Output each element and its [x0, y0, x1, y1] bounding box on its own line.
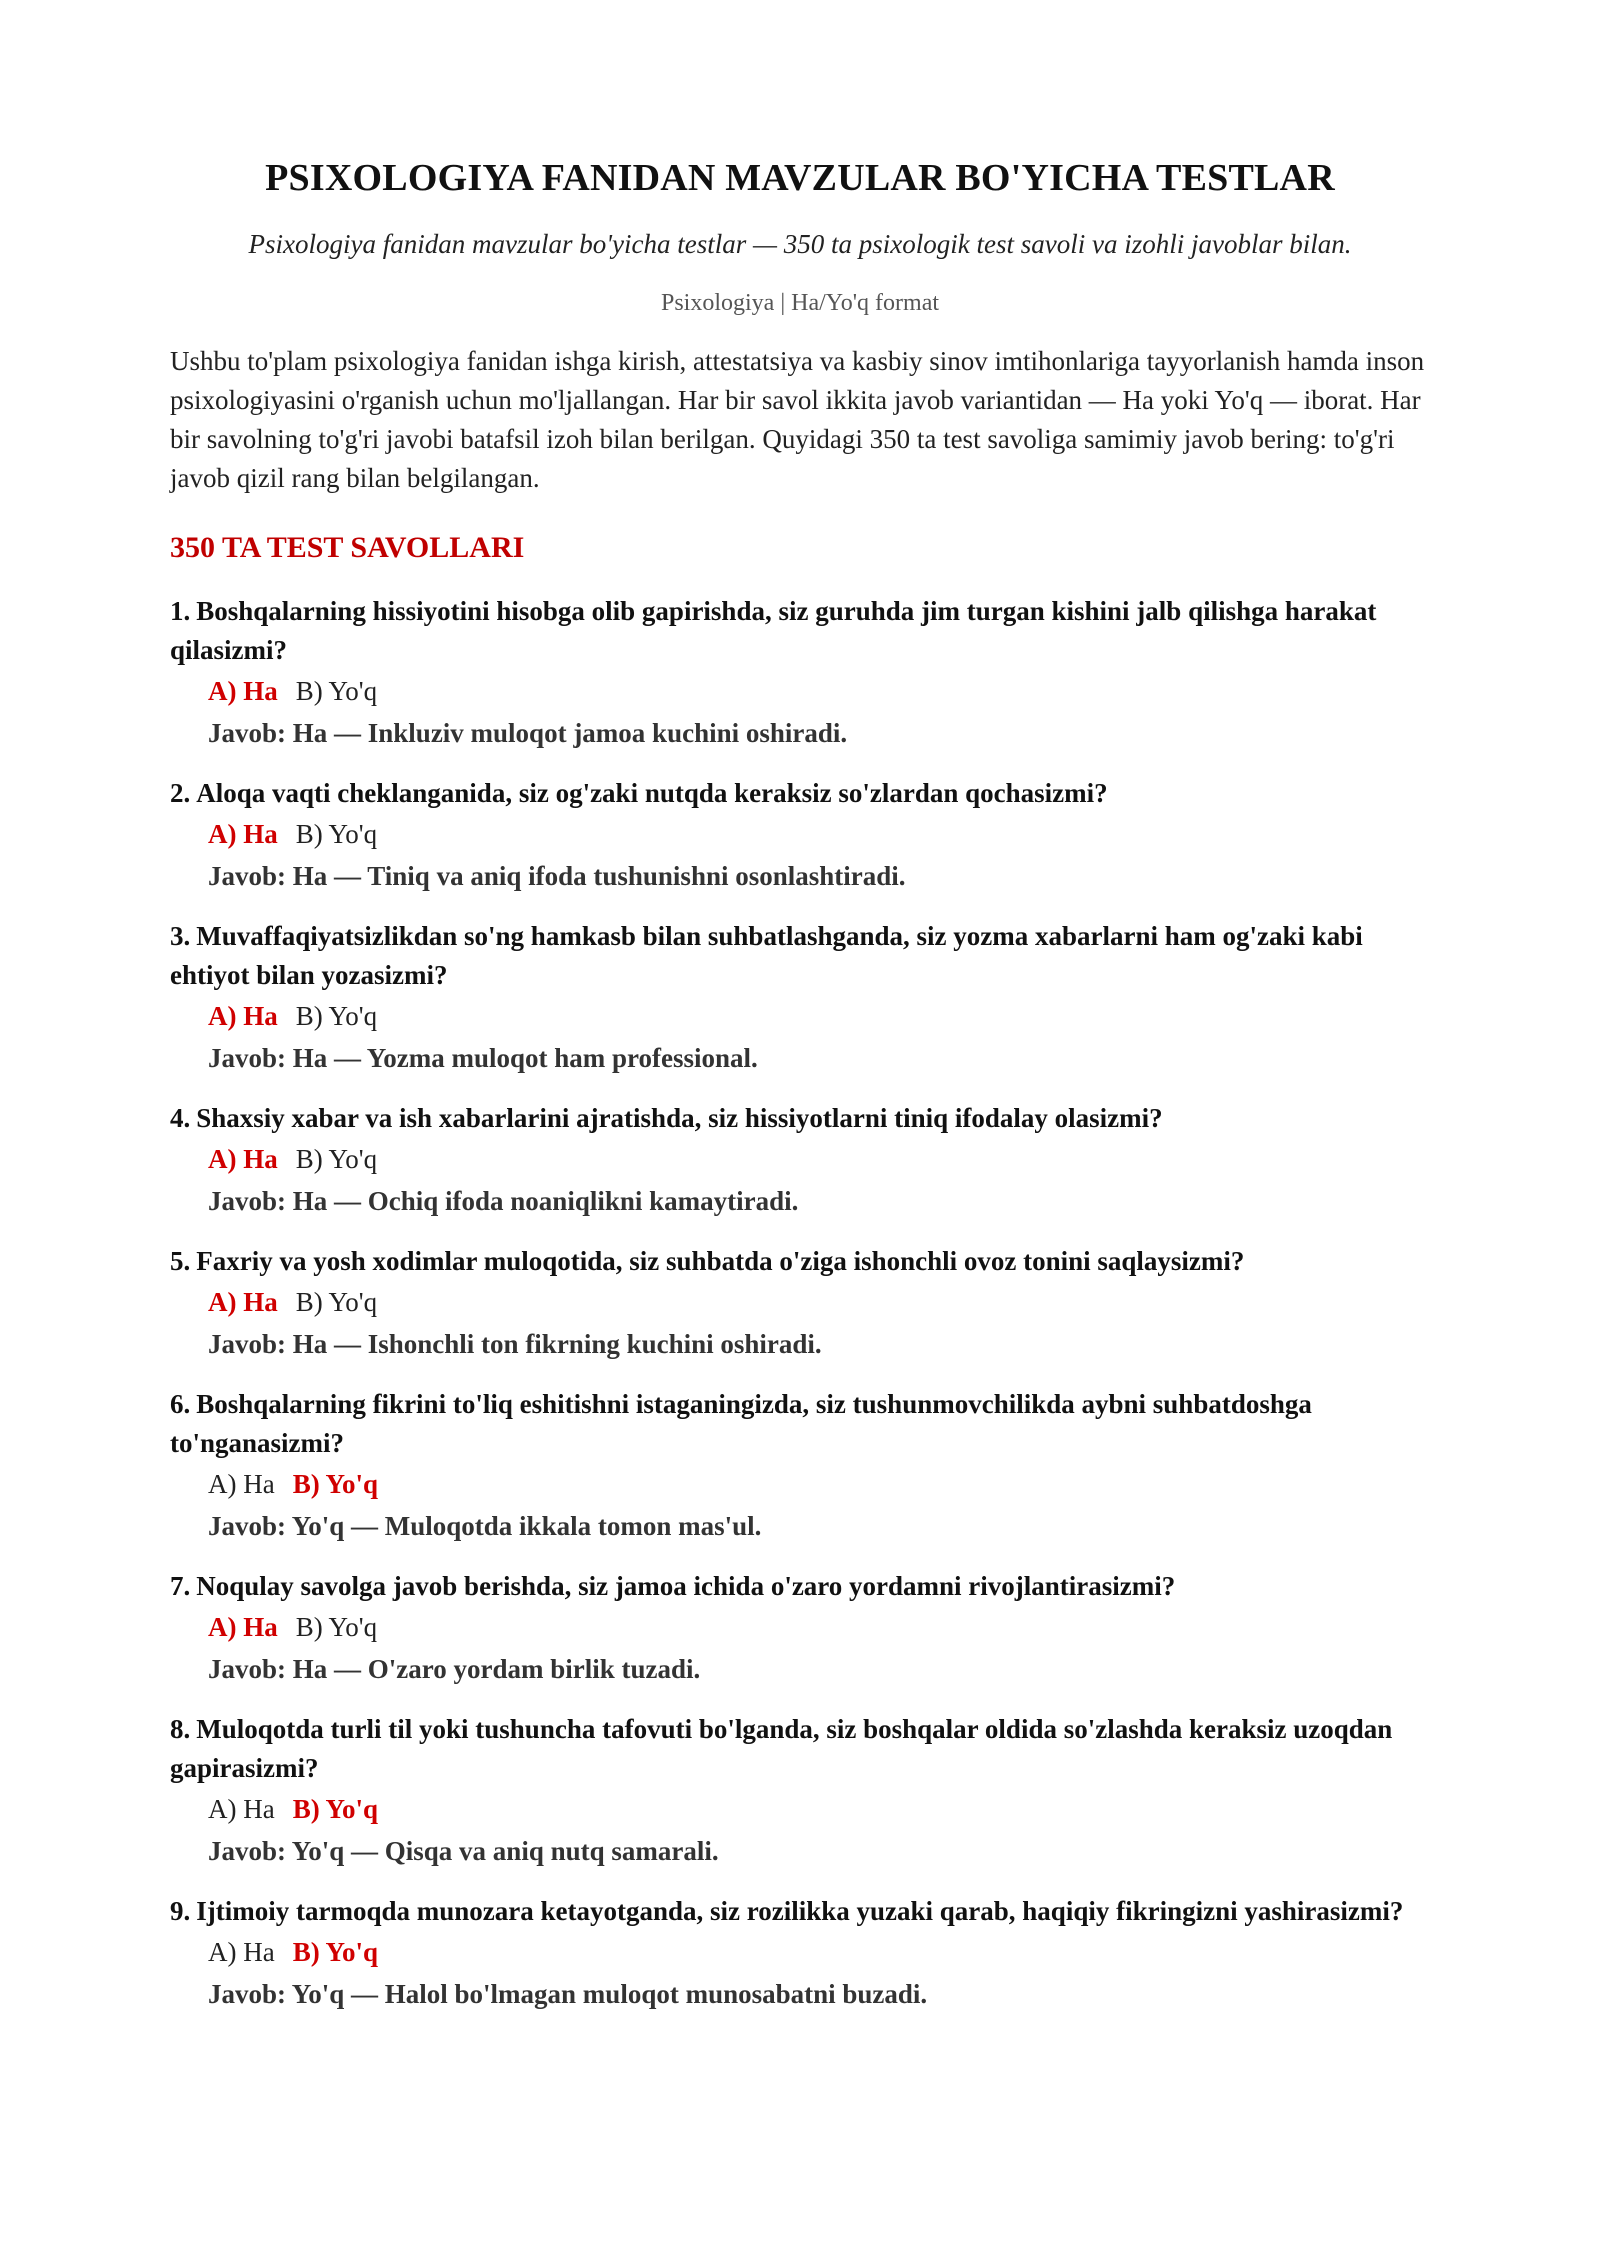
answer-explanation: Javob: Ha — Inkluziv muloqot jamoa kuchini oshiradi.: [208, 718, 848, 748]
option-a: A) Ha: [208, 1144, 278, 1174]
question-item: [170, 1892, 1430, 2015]
answer-options: [170, 670, 1430, 712]
question-text: Muloqotda turli til yoki tushuncha tafovuti bo'lganda, siz boshqalar oldida so'zlashda keraksiz uzoqdan gapirasizmi?: [170, 1714, 1393, 1783]
option-b: B) Yo'q: [292, 1937, 379, 1967]
option-b: B) Yo'q: [292, 1469, 379, 1499]
option-b: B) Yo'q: [295, 819, 378, 849]
question-text-line: [170, 774, 1430, 813]
question-number: 2.: [170, 778, 191, 808]
option-b: B) Yo'q: [295, 1144, 378, 1174]
option-a: A) Ha: [208, 819, 278, 849]
answer-explanation: Javob: Ha — Yozma muloqot ham professional.: [208, 1043, 758, 1073]
option-a: A) Ha: [208, 1794, 275, 1824]
question-item: [170, 1710, 1430, 1872]
question-number: 3.: [170, 921, 191, 951]
question-text: Shaxsiy xabar va ish xabarlarini ajratishda, siz hissiyotlarni tiniq ifodalay olasizmi?: [196, 1103, 1163, 1133]
answer-options: [170, 1138, 1430, 1180]
question-text: Boshqalarning hissiyotini hisobga olib gapirishda, siz guruhda jim turgan kishini jalb qilishga harakat qilasizmi?: [170, 596, 1377, 665]
question-text: Aloqa vaqti cheklanganida, siz og'zaki nutqda keraksiz so'zlardan qochasizmi?: [196, 778, 1108, 808]
question-text: Muvaffaqiyatsizlikdan so'ng hamkasb bilan suhbatlashganda, siz yozma xabarlarni ham og'zaki kabi ehtiyot bilan yozasizmi?: [170, 921, 1363, 990]
answer-explanation: Javob: Ha — Ishonchli ton fikrning kuchini oshiradi.: [208, 1329, 822, 1359]
option-a: A) Ha: [208, 1937, 275, 1967]
question-item: [170, 592, 1430, 754]
answer-explanation: Javob: Yo'q — Muloqotda ikkala tomon mas'ul.: [208, 1511, 762, 1541]
answer-explanation: Javob: Yo'q — Qisqa va aniq nutq samarali.: [208, 1836, 719, 1866]
question-number: 7.: [170, 1571, 191, 1601]
answer-options: [170, 1281, 1430, 1323]
question-text-line: [170, 1385, 1430, 1463]
document-subtitle: Psixologiya fanidan mavzular bo'yicha testlar — 350 ta psixologik test savoli va izohli javoblar bilan.: [248, 229, 1352, 259]
question-text: Faxriy va yosh xodimlar muloqotida, siz suhbatda o'ziga ishonchli ovoz tonini saqlaysizmi?: [196, 1246, 1245, 1276]
question-item: [170, 774, 1430, 897]
option-a: A) Ha: [208, 1287, 278, 1317]
answer-options: [170, 1463, 1430, 1505]
intro-paragraph: Ushbu to'plam psixologiya fanidan ishga kirish, attestatsiya va kasbiy sinov imtihonlariga tayyorlanish hamda inson psixologiyasini o'rganish uchun mo'ljallangan. Har bir savol ikkita javob variantidan — Ha yoki Yo'q — iborat. Har bir savolning to'g'ri javobi batafsil izoh bilan berilgan. Quyidagi 350 ta test savoliga samimiy javob bering: to'g'ri javob qizil rang bilan belgilangan.: [170, 346, 1425, 493]
section-heading: 350 TA TEST SAVOLLARI: [170, 531, 525, 564]
document-title: PSIXOLOGIYA FANIDAN MAVZULAR BO'YICHA TESTLAR: [265, 157, 1335, 199]
question-text-line: [170, 1892, 1430, 1931]
option-b: B) Yo'q: [295, 1612, 378, 1642]
question-number: 4.: [170, 1103, 191, 1133]
document-meta: Psixologiya | Ha/Yo'q format: [660, 290, 940, 316]
question-text-line: [170, 1242, 1430, 1281]
answer-explanation: Javob: Ha — Ochiq ifoda noaniqlikni kamaytiradi.: [208, 1186, 799, 1216]
question-item: [170, 1242, 1430, 1365]
question-item: [170, 917, 1430, 1079]
question-text: Noqulay savolga javob berishda, siz jamoa ichida o'zaro yordamni rivojlantirasizmi?: [196, 1571, 1176, 1601]
option-a: A) Ha: [208, 1612, 278, 1642]
question-number: 1.: [170, 596, 191, 626]
answer-options: [170, 813, 1430, 855]
answer-options: [170, 1931, 1430, 1973]
question-text-line: [170, 1710, 1430, 1788]
question-number: 5.: [170, 1246, 191, 1276]
answer-explanation: Javob: Ha — Tiniq va aniq ifoda tushunishni osonlashtiradi.: [208, 861, 906, 891]
question-text-line: [170, 1567, 1430, 1606]
question-text: Boshqalarning fikrini to'liq eshitishni istaganingizda, siz tushunmovchilikda aybni suhbatdoshga to'nganasizmi?: [170, 1389, 1312, 1458]
option-a: A) Ha: [208, 676, 278, 706]
question-number: 9.: [170, 1896, 191, 1926]
question-number: 8.: [170, 1714, 191, 1744]
answer-options: [170, 1606, 1430, 1648]
answer-options: [170, 995, 1430, 1037]
question-list: [170, 592, 1430, 2015]
question-item: [170, 1099, 1430, 1222]
answer-explanation: Javob: Ha — O'zaro yordam birlik tuzadi.: [208, 1654, 701, 1684]
answer-explanation: Javob: Yo'q — Halol bo'lmagan muloqot munosabatni buzadi.: [208, 1979, 928, 2009]
question-item: [170, 1567, 1430, 1690]
question-number: 6.: [170, 1389, 191, 1419]
question-text: Ijtimoiy tarmoqda munozara ketayotganda, siz rozilikka yuzaki qarab, haqiqiy fikringizni yashirasizmi?: [196, 1896, 1404, 1926]
answer-options: [170, 1788, 1430, 1830]
option-b: B) Yo'q: [292, 1794, 379, 1824]
question-text-line: [170, 917, 1430, 995]
option-a: A) Ha: [208, 1469, 275, 1499]
option-b: B) Yo'q: [295, 1001, 378, 1031]
option-a: A) Ha: [208, 1001, 278, 1031]
question-text-line: [170, 592, 1430, 670]
question-item: [170, 1385, 1430, 1547]
option-b: B) Yo'q: [295, 676, 378, 706]
question-text-line: [170, 1099, 1430, 1138]
option-b: B) Yo'q: [295, 1287, 378, 1317]
